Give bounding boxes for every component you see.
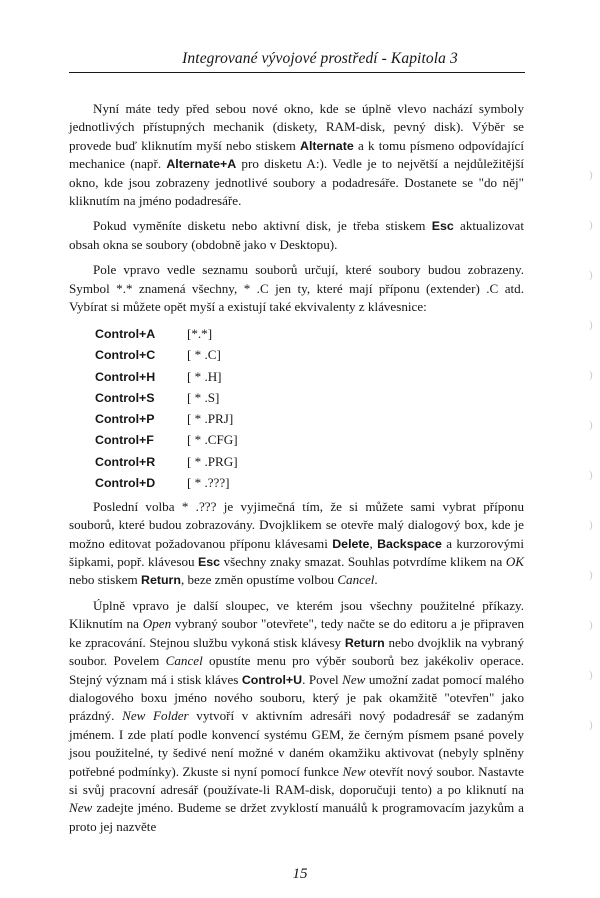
paragraph [69, 597, 524, 836]
paragraph [69, 217, 524, 254]
text-run: pro disketu A:). Vedle je to největší a nejdůležitější okno, kde jsou zobrazeny jednotlivé soubory a podadresáře. Dostanete se "do něj" kliknutím na jméno podadresáře. [69, 156, 524, 209]
page-edge-marks: ) ) ) ) ) ) ) ) ) ) ) ) [589, 169, 593, 731]
paragraphs-before [69, 100, 524, 316]
key-row [95, 323, 524, 344]
file-filter: [ * .C] [187, 347, 221, 363]
key-name: Return [344, 635, 385, 650]
key-name: Delete [332, 536, 370, 551]
text-run: Úplně vpravo je další sloupec, ve kterém jsou všechny použitelné příkazy. Kliknutím na [69, 597, 524, 632]
text-run: . [374, 572, 378, 588]
shortcut-key: Control+P [95, 412, 155, 427]
file-filter: [ * .CFG] [187, 432, 238, 448]
file-filter: [ * .H] [187, 368, 222, 384]
italic-term: OK [505, 554, 525, 570]
text-run: nebo dvojklik na vybraný soubor. Povelem [69, 634, 524, 669]
file-filter: [ * .PRG] [187, 453, 238, 469]
text-run: . Povel [302, 671, 343, 687]
text-run: všechny znaky smazat. Souhlas potvrdíme klikem na [220, 554, 506, 570]
file-filter: [ * .PRJ] [187, 411, 234, 427]
text-run: Pokud vyměníte disketu nebo aktivní disk, je třeba stiskem [93, 218, 432, 234]
text-run: Nyní máte tedy před sebou nové okno, kde se úplně vlevo nachází symboly jednotlivých přístupných mechanik (diskety, RAM-disk, pevný disk). Výběr se provede buď kliknutím myší nebo stiskem [69, 101, 524, 153]
italic-term: New Folder [122, 708, 189, 724]
text-run: nebo stiskem [69, 572, 142, 588]
paragraphs-after [69, 498, 524, 836]
key-shortcut-table [95, 323, 524, 493]
key-row [95, 473, 524, 494]
shortcut-key: Control+S [95, 390, 155, 405]
key-row [95, 430, 524, 451]
key-name: Alternate+A [166, 157, 237, 172]
italic-term: Cancel [165, 653, 203, 669]
key-name: Return [141, 573, 181, 588]
shortcut-key: Control+F [95, 433, 154, 448]
paragraph [69, 100, 524, 210]
text-run: , [369, 535, 378, 551]
text-run: a k tomu písmeno odpovídající mechanice (např. [69, 137, 524, 172]
shortcut-key: Control+D [95, 475, 156, 490]
italic-term: Cancel [337, 572, 375, 588]
header-rule [69, 72, 525, 73]
file-filter: [*.*] [187, 325, 213, 341]
italic-term: New [69, 800, 93, 816]
paragraph [69, 498, 524, 590]
text-run: Poslední volba * .??? je vyjimečná tím, že si můžete sami vybrat příponu souborů, které budou zobrazovány. Dvojklikem se otevře malý dialogový box, kde je možno editovat požadovanou příponu klávesami [69, 498, 524, 551]
text-run: otevřít nový soubor. Nastavte si svůj pracovní adresář (používate-li RAM-disk, doporučuji tento) a po kliknutí na [69, 763, 524, 797]
text-run: Pole vpravo vedle seznamu souborů určují, které soubory budou zobrazeny. Symbol *.* znamená všechny, * .C jen ty, které mají příponu (extender) .C atd. Vybírat si můžete opět myší a existují také ekvivalenty z klávesnice: [69, 262, 524, 315]
text-run: , beze změn opustíme volbou [180, 572, 338, 588]
text-run: vytvoří v aktivním adresáři nový podadresář se zadaným jménem. I zde platí podle konvencí systému GEM, že černým písmem psané povely jsou použitelné, ty šedivé není možné v daném okamžiku aktivovat (nebyly splněny potřebné podmínky). Zkuste si nyní pomocí funkce [69, 708, 524, 779]
key-name: Esc [198, 555, 221, 570]
italic-term: Open [142, 616, 172, 632]
key-row [95, 345, 524, 366]
file-filter: [ * .???] [187, 474, 230, 490]
key-name: Backspace [377, 536, 442, 551]
page-body [69, 100, 524, 843]
text-run: aktualizovat obsah okna se soubory (obdobně jako v Desktopu). [69, 218, 524, 252]
key-row [95, 387, 524, 408]
key-row [95, 451, 524, 472]
page-number: 15 [292, 866, 308, 882]
text-run: vybraný soubor "otevřete", tedy načte se do editoru a je připraven ke zpracování. Stejnou službu vykoná stisk klávesy [69, 616, 524, 650]
shortcut-key: Control+C [95, 348, 156, 363]
shortcut-key: Control+R [95, 454, 156, 469]
file-filter: [ * .S] [187, 389, 220, 405]
key-row [95, 366, 524, 387]
key-name: Control+U [241, 672, 303, 687]
text-run: a kurzorovými šipkami, popř. klávesou [69, 535, 525, 570]
key-name: Esc [431, 219, 454, 234]
key-row [95, 409, 524, 430]
chapter-header: Integrované vývojové prostředí - Kapitola 3 [182, 50, 458, 67]
text-run: opustíte menu pro výběr souborů bez jakékoliv operace. Stejný význam má i stisk kláves [69, 653, 524, 687]
text-run: umožní zadat pomocí malého dialogového boxu jméno nového souboru, který je pak okamžitě "otevřen" jako prázdný. [69, 671, 524, 724]
italic-term: New [342, 671, 366, 687]
paragraph [69, 261, 524, 316]
italic-term: New [342, 763, 366, 779]
shortcut-key: Control+H [95, 369, 156, 384]
text-run: zadejte jméno. Budeme se držet zvyklostí manuálů k programovacím jazykům a proto jej nazvěte [69, 800, 524, 834]
shortcut-key: Control+A [95, 326, 156, 341]
key-name: Alternate [300, 138, 354, 153]
